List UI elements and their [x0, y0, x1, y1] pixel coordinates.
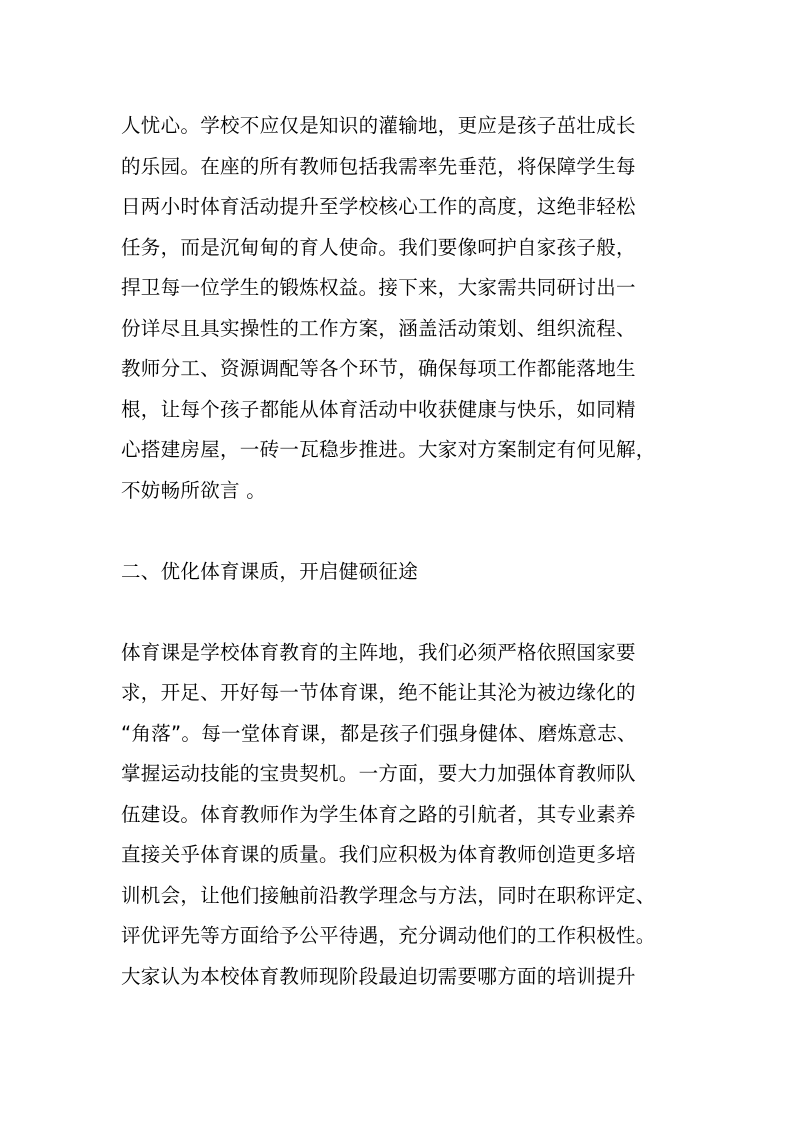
- text-line: 直接关乎体育课的质量。我们应积极为体育教师创造更多培: [121, 843, 636, 866]
- paragraph-spacer: [121, 511, 691, 552]
- text-line: 的乐园。在座的所有教师包括我需率先垂范，将保障学生每: [121, 154, 636, 178]
- text-line: “角落”。每一堂体育课，都是孩子们强身健体、磨炼意志、: [121, 721, 637, 745]
- text-line: 日两小时体育活动提升至学校核心工作的高度，这绝非轻松: [121, 195, 636, 218]
- text-line: 捍卫每一位学生的锻炼权益。接下来，大家需共同研讨出一: [121, 276, 636, 299]
- text-line: 教师分工、资源调配等各个环节，确保每项工作都能落地生: [121, 357, 636, 380]
- paragraph-2: [121, 633, 691, 998]
- text-line: 份详尽且具实操性的工作方案，涵盖活动策划、组织流程、: [121, 316, 636, 340]
- paragraph-1: [121, 106, 691, 511]
- text-line: 心搭建房屋，一砖一瓦稳步推进。大家对方案制定有何见解，: [121, 438, 656, 461]
- section-heading: 二、优化体育课质，开启健硕征途: [121, 559, 419, 583]
- text-line: 根，让每个孩子都能从体育活动中收获健康与快乐，如同精: [121, 397, 636, 421]
- text-line: 体育课是学校体育教育的主阵地，我们必须严格依照国家要: [121, 640, 636, 664]
- text-line: 任务，而是沉甸甸的育人使命。我们要像呵护自家孩子般，: [121, 235, 636, 259]
- text-line: 大家认为本校体育教师现阶段最迫切需要哪方面的培训提升: [121, 964, 636, 988]
- document-body: [121, 106, 691, 997]
- text-line: 人忧心。学校不应仅是知识的灌输地，更应是孩子茁壮成长: [121, 114, 636, 137]
- paragraph-spacer: [121, 592, 691, 633]
- text-line: 掌握运动技能的宝贵契机。一方面，要大力加强体育教师队: [121, 762, 636, 785]
- text-line: 评优评先等方面给予公平待遇，充分调动他们的工作积极性。: [121, 924, 656, 947]
- text-line: 伍建设。体育教师作为学生体育之路的引航者，其专业素养: [121, 802, 636, 826]
- text-line: 不妨畅所欲言 。: [121, 478, 267, 502]
- text-line: 求，开足、开好每一节体育课，绝不能让其沦为被边缘化的: [121, 681, 636, 704]
- text-line: 训机会，让他们接触前沿教学理念与方法，同时在职称评定、: [121, 883, 656, 907]
